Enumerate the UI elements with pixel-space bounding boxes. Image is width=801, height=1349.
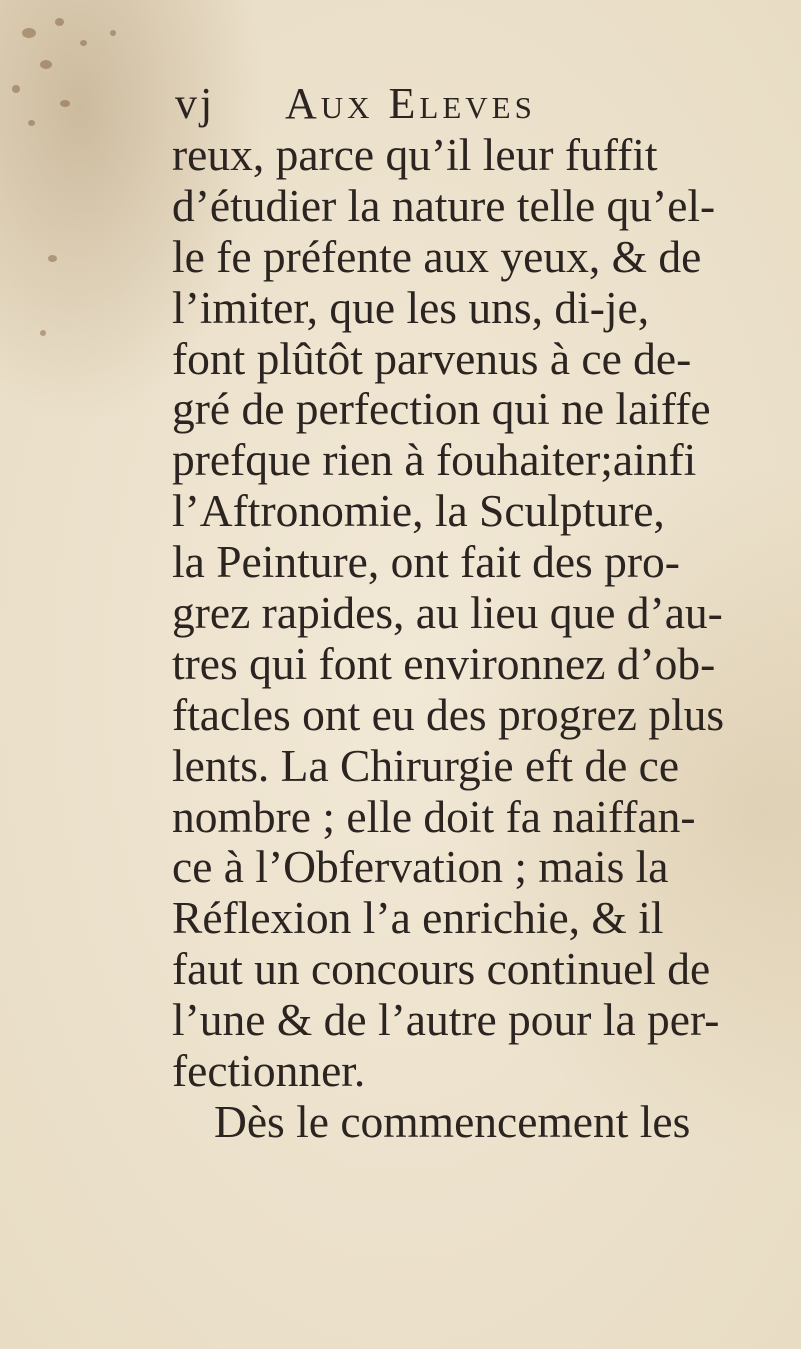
paper-stain <box>55 18 64 26</box>
text-line: l’une & de l’autre pour la per- <box>172 994 720 1046</box>
text-line: reux, parce qu’il leur fuffit <box>172 129 658 180</box>
text-line: le fe préfente aux yeux, & de <box>172 230 702 282</box>
running-title: Aux Eleves <box>285 79 536 128</box>
text-line: faut un concours continuel de <box>172 943 711 995</box>
paper-stain <box>40 330 46 336</box>
text-line: gré de perfection qui ne laiffe <box>172 383 711 435</box>
text-line: la Peinture, ont fait des pro- <box>172 536 680 588</box>
text-line: fectionner. <box>172 1045 366 1097</box>
body-text <box>172 130 787 1148</box>
text-line: font plûtôt parvenus à ce de- <box>172 332 692 384</box>
text-line: tres qui font environnez d’ob- <box>172 637 716 689</box>
text-line: Dès le commencement les <box>214 1095 691 1147</box>
text-line: lents. La Chirurgie eft de ce <box>172 739 680 791</box>
paper-stain <box>60 100 70 107</box>
paper-stain <box>110 30 116 36</box>
text-line: Réflexion l’a enrichie, & il <box>172 892 664 944</box>
paper-stain <box>80 40 87 46</box>
text-line: nombre ; elle doit fa naiffan- <box>172 790 696 842</box>
text-line: ce à l’Obfervation ; mais la <box>172 841 669 893</box>
paper-stain <box>22 28 36 38</box>
text-line: prefque rien à fouhaiter;ainfi <box>172 434 697 486</box>
paper-stain <box>40 60 52 69</box>
paper-stain <box>12 85 20 93</box>
page-header <box>175 78 695 134</box>
text-line: grez rapides, au lieu que d’au- <box>172 587 723 639</box>
paper-stain <box>28 120 35 126</box>
text-line: d’étudier la nature telle qu’el- <box>172 179 716 231</box>
page-number: vj <box>175 79 216 128</box>
text-line: l’Aftronomie, la Sculpture, <box>172 485 665 537</box>
text-line: l’imiter, que les uns, di-je, <box>172 281 650 333</box>
paper-stain <box>48 255 57 262</box>
text-line: ftacles ont eu des progrez plus <box>172 688 725 740</box>
